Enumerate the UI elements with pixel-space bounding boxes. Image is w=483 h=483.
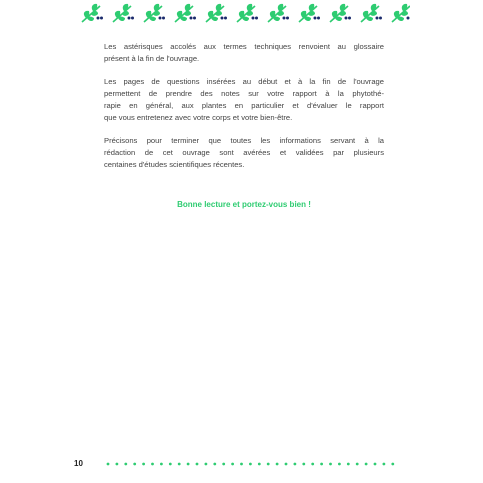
footer-dot-icon xyxy=(285,463,288,466)
footer-dot-icon xyxy=(391,463,394,466)
dot-icon xyxy=(221,17,224,20)
footer-dot-icon xyxy=(347,463,350,466)
footer-dot-icon xyxy=(160,463,163,466)
text-line: Précisons pour terminer que toutes les informations servant à la xyxy=(104,136,384,145)
dot-icon xyxy=(379,17,382,20)
dot-icon xyxy=(224,17,227,20)
dot-icon xyxy=(255,17,258,20)
closing-greeting: Bonne lecture et portez-vous bien ! xyxy=(177,200,311,209)
dot-icon xyxy=(128,17,131,20)
footer-dot-icon xyxy=(383,463,386,466)
footer-dot-icon xyxy=(302,463,305,466)
dot-icon xyxy=(317,17,320,20)
dot-icon xyxy=(131,17,134,20)
footer-dot-icon xyxy=(133,463,136,466)
footer-dot-icon xyxy=(240,463,243,466)
footer-dot-icon xyxy=(338,463,341,466)
footer-dot-icon xyxy=(294,463,297,466)
dot-icon xyxy=(162,17,165,20)
footer-dot-icon xyxy=(213,463,216,466)
footer-dot-icon xyxy=(169,463,172,466)
dot-icon xyxy=(100,17,103,20)
dot-icon xyxy=(97,17,100,20)
page-number: 10 xyxy=(74,459,83,468)
dot-icon xyxy=(193,17,196,20)
text-line: rapie en général, aux plantes en particulier et d'évaluer le rapport xyxy=(104,101,384,110)
text-line: permettent de prendre des notes sur votre rapport à la phytothé- xyxy=(104,89,384,98)
text-line: Les pages de questions insérées au début et à la fin de l'ouvrage xyxy=(104,77,384,86)
dot-icon xyxy=(345,17,348,20)
text-line: présent à la fin de l'ouvrage. xyxy=(104,54,200,63)
dotted-rule-icon xyxy=(105,459,405,469)
footer-dot-icon xyxy=(151,463,154,466)
footer-dot-icon xyxy=(222,463,225,466)
text-line: Les astérisques accolés aux termes techniques renvoient au glossaire xyxy=(104,42,384,51)
footer-dot-icon xyxy=(311,463,314,466)
footer-dot-icon xyxy=(196,463,199,466)
footer-dot-icon xyxy=(187,463,190,466)
dot-icon xyxy=(159,17,162,20)
paragraph-sources xyxy=(104,135,384,171)
footer-dot-icon xyxy=(276,463,279,466)
footer-dot-icon xyxy=(258,463,261,466)
footer-dot-icon xyxy=(374,463,377,466)
dot-icon xyxy=(190,17,193,20)
dot-icon xyxy=(314,17,317,20)
footer-dot-icon xyxy=(365,463,368,466)
paragraph-questions xyxy=(104,76,384,124)
footer-dot-icon xyxy=(249,463,252,466)
dot-icon xyxy=(407,17,410,20)
text-line: rédaction de cet ouvrage sont avérées et validées par plusieurs xyxy=(104,148,384,157)
dot-icon xyxy=(348,17,351,20)
footer-dot-icon xyxy=(178,463,181,466)
footer-dot-icon xyxy=(320,463,323,466)
paragraph-glossary xyxy=(104,41,384,65)
leaf-border-icon xyxy=(76,0,410,26)
body-text xyxy=(104,41,384,182)
dot-icon xyxy=(286,17,289,20)
footer-dot-icon xyxy=(142,463,145,466)
footer-dot-icon xyxy=(116,463,119,466)
footer-dot-icon xyxy=(329,463,332,466)
footer-dot-icon xyxy=(124,463,127,466)
footer-dot-icon xyxy=(205,463,208,466)
dot-icon xyxy=(283,17,286,20)
text-line: que vous entretenez avec votre corps et votre bien-être. xyxy=(104,113,293,122)
footer-dot-icon xyxy=(231,463,234,466)
header-leaf-border xyxy=(76,0,410,26)
footer-dot-icon xyxy=(107,463,110,466)
dot-icon xyxy=(252,17,255,20)
footer-dot-icon xyxy=(267,463,270,466)
page-footer xyxy=(74,459,404,473)
text-line: centaines d'études scientifiques récentes. xyxy=(104,160,245,169)
footer-dot-icon xyxy=(356,463,359,466)
dot-icon xyxy=(376,17,379,20)
